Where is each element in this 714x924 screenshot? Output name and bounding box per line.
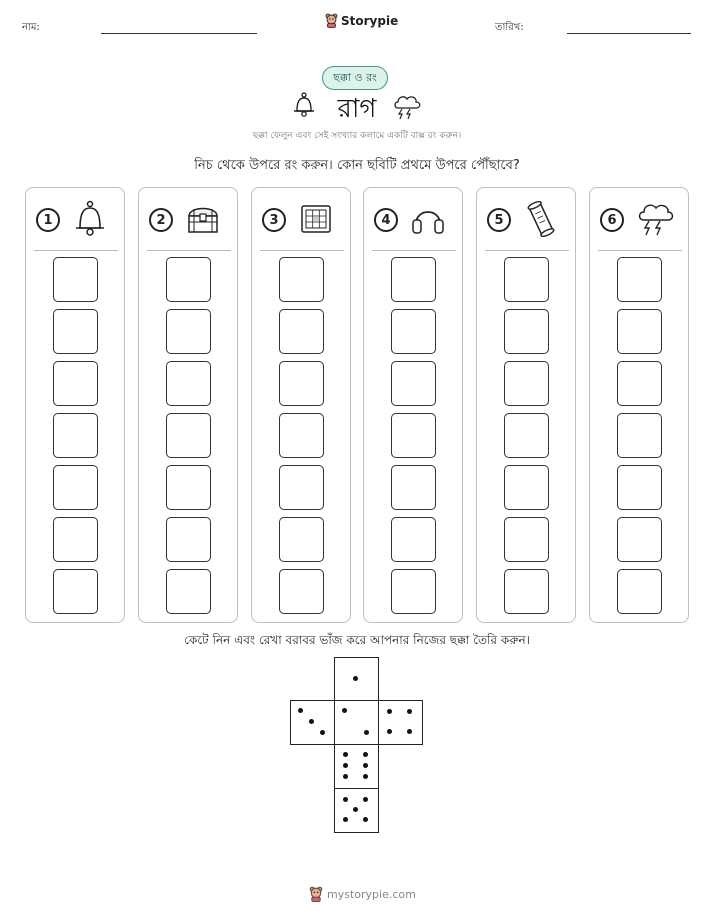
race-column-6 <box>589 187 689 623</box>
race-column-2 <box>138 187 238 623</box>
puzzle-board-icon <box>298 200 334 238</box>
race-column-5 <box>476 187 576 623</box>
color-box[interactable] <box>617 569 662 614</box>
page-title: রাগ <box>337 94 377 124</box>
cut-instruction: কেটে নিন এবং রেখা বরাবর ভাঁজ করে আপনার নিজের ছক্কা তৈরি করুন। <box>184 633 530 647</box>
pip <box>363 817 368 822</box>
pip <box>343 763 348 768</box>
dice-face-4 <box>378 700 423 745</box>
column-divider <box>34 250 118 251</box>
color-box[interactable] <box>53 361 98 406</box>
color-box[interactable] <box>166 517 211 562</box>
pip <box>387 709 392 714</box>
brand-logo <box>325 13 398 28</box>
color-box[interactable] <box>391 413 436 458</box>
date-label: তারিখ: <box>495 22 524 33</box>
dice-face-1 <box>334 657 379 702</box>
column-divider <box>147 250 231 251</box>
color-box[interactable] <box>166 361 211 406</box>
color-box[interactable] <box>391 465 436 510</box>
storm-cloud-icon <box>636 200 674 238</box>
color-box[interactable] <box>504 465 549 510</box>
pip <box>342 708 347 713</box>
subtitle: ছক্কা ফেলুন এবং সেই সংখ্যার কলামে একটি বাক্স রং করুন। <box>252 131 462 141</box>
dice-face-2 <box>334 700 379 745</box>
color-box[interactable] <box>391 257 436 302</box>
color-box[interactable] <box>391 517 436 562</box>
dice-face-3 <box>290 700 335 745</box>
race-column-3 <box>251 187 351 623</box>
color-box[interactable] <box>279 465 324 510</box>
color-box[interactable] <box>53 309 98 354</box>
race-column-4 <box>363 187 463 623</box>
color-box[interactable] <box>166 569 211 614</box>
column-divider <box>260 250 344 251</box>
pip <box>363 774 368 779</box>
color-box[interactable] <box>279 309 324 354</box>
color-box[interactable] <box>166 413 211 458</box>
bell-icon <box>72 200 108 238</box>
color-box[interactable] <box>391 309 436 354</box>
pip <box>353 807 358 812</box>
column-number: 3 <box>262 208 286 232</box>
pip <box>320 730 325 735</box>
pip <box>343 774 348 779</box>
color-box[interactable] <box>617 257 662 302</box>
dice-face-6 <box>334 744 379 789</box>
pip <box>364 730 369 735</box>
name-line[interactable] <box>101 33 257 34</box>
headphones-icon <box>410 200 446 238</box>
pip <box>353 676 358 681</box>
color-box[interactable] <box>617 413 662 458</box>
race-column-1 <box>25 187 125 623</box>
category-badge: ছক্কা ও রং <box>322 66 388 90</box>
pip <box>407 709 412 714</box>
color-box[interactable] <box>53 413 98 458</box>
color-box[interactable] <box>53 257 98 302</box>
pip <box>343 752 348 757</box>
column-divider <box>598 250 682 251</box>
color-box[interactable] <box>391 569 436 614</box>
date-line[interactable] <box>567 33 691 34</box>
pip <box>363 752 368 757</box>
color-box[interactable] <box>504 257 549 302</box>
color-box[interactable] <box>617 309 662 354</box>
color-box[interactable] <box>166 465 211 510</box>
color-box[interactable] <box>279 257 324 302</box>
pip <box>298 708 303 713</box>
column-number: 4 <box>374 208 398 232</box>
color-box[interactable] <box>53 465 98 510</box>
storypie-bear-icon <box>325 13 338 28</box>
pip <box>387 729 392 734</box>
pip <box>363 797 368 802</box>
color-box[interactable] <box>391 361 436 406</box>
footer <box>309 886 416 902</box>
dice-face-5 <box>334 788 379 833</box>
name-label: নাম: <box>22 22 40 33</box>
column-divider <box>372 250 456 251</box>
color-box[interactable] <box>166 257 211 302</box>
color-box[interactable] <box>617 361 662 406</box>
pip <box>343 797 348 802</box>
color-box[interactable] <box>504 517 549 562</box>
color-box[interactable] <box>504 361 549 406</box>
color-box[interactable] <box>279 413 324 458</box>
color-box[interactable] <box>279 569 324 614</box>
color-box[interactable] <box>279 361 324 406</box>
color-box[interactable] <box>617 465 662 510</box>
scroll-icon <box>523 200 559 238</box>
color-box[interactable] <box>504 309 549 354</box>
pip <box>363 763 368 768</box>
color-box[interactable] <box>279 517 324 562</box>
column-number: 1 <box>36 208 60 232</box>
footer-url[interactable]: mystorypie.com <box>327 887 416 901</box>
brand-name: Storypie <box>341 13 399 28</box>
pip <box>407 729 412 734</box>
column-number: 2 <box>149 208 173 232</box>
color-box[interactable] <box>617 517 662 562</box>
storypie-bear-icon <box>309 886 323 902</box>
pip <box>309 719 314 724</box>
column-number: 6 <box>600 208 624 232</box>
pip <box>343 817 348 822</box>
instruction: নিচ থেকে উপরে রং করুন। কোন ছবিটি প্রথমে উপরে পৌঁছাবে? <box>194 158 520 173</box>
color-box[interactable] <box>53 569 98 614</box>
column-divider <box>485 250 569 251</box>
treasure-chest-icon <box>185 200 221 238</box>
storm-cloud-icon <box>392 92 422 120</box>
color-box[interactable] <box>504 413 549 458</box>
color-box[interactable] <box>166 309 211 354</box>
column-number: 5 <box>487 208 511 232</box>
color-box[interactable] <box>504 569 549 614</box>
color-box[interactable] <box>53 517 98 562</box>
